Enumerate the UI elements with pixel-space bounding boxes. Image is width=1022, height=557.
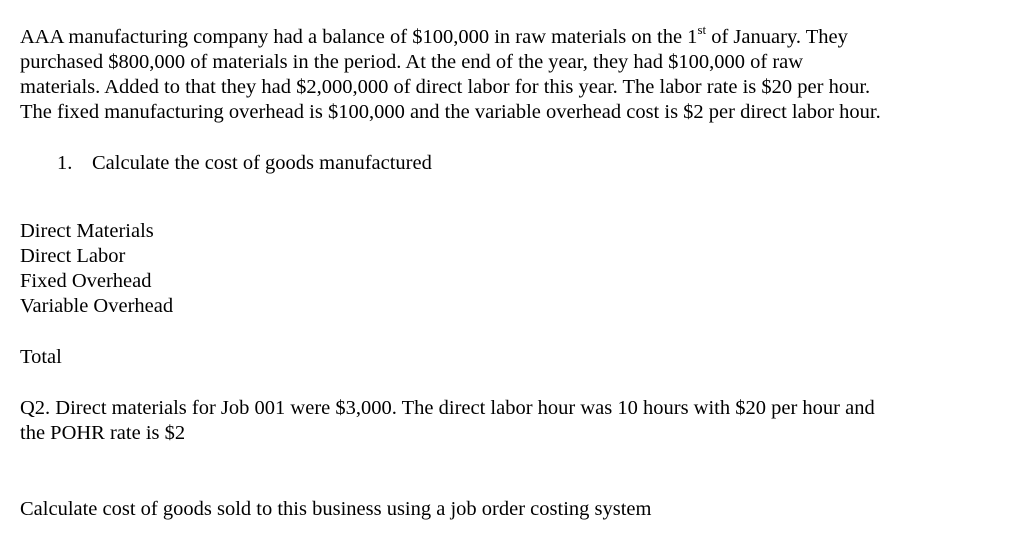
cost-item-direct-labor: Direct Labor <box>20 245 126 267</box>
intro-line-4: The fixed manufacturing overhead is $100,000 and the variable overhead cost is $2 per direct labor hour. <box>20 101 881 123</box>
cost-item-variable-overhead: Variable Overhead <box>20 295 174 317</box>
question-2-line-1: Q2. Direct materials for Job 001 were $3,000. The direct labor hour was 10 hours with $20 per hour and <box>20 397 875 419</box>
question-1-text: Calculate the cost of goods manufactured <box>92 152 432 174</box>
ordinal-suffix: st <box>697 22 707 38</box>
question-2-task: Calculate cost of goods sold to this business using a job order costing system <box>20 498 652 520</box>
question-1 <box>57 151 432 176</box>
cost-items-list <box>20 219 173 319</box>
intro-line-2: purchased $800,000 of materials in the period. At the end of the year, they had $100,000 of raw <box>20 51 804 73</box>
intro-line-3: materials. Added to that they had $2,000,000 of direct labor for this year. The labor rate is $20 per hour. <box>20 76 871 98</box>
question-2-line-2: the POHR rate is $2 <box>20 422 186 444</box>
intro-paragraph <box>20 22 881 125</box>
question-1-number: 1. <box>57 152 73 174</box>
cost-item-fixed-overhead: Fixed Overhead <box>20 270 152 292</box>
total-label: Total <box>20 346 62 368</box>
intro-line-1-end: of January. They <box>706 26 848 48</box>
intro-line-1 <box>20 22 881 50</box>
intro-line-1-text: AAA manufacturing company had a balance of $100,000 in raw materials on the 1 <box>20 26 698 48</box>
cost-item-direct-materials: Direct Materials <box>20 220 154 242</box>
question-2 <box>20 396 875 446</box>
